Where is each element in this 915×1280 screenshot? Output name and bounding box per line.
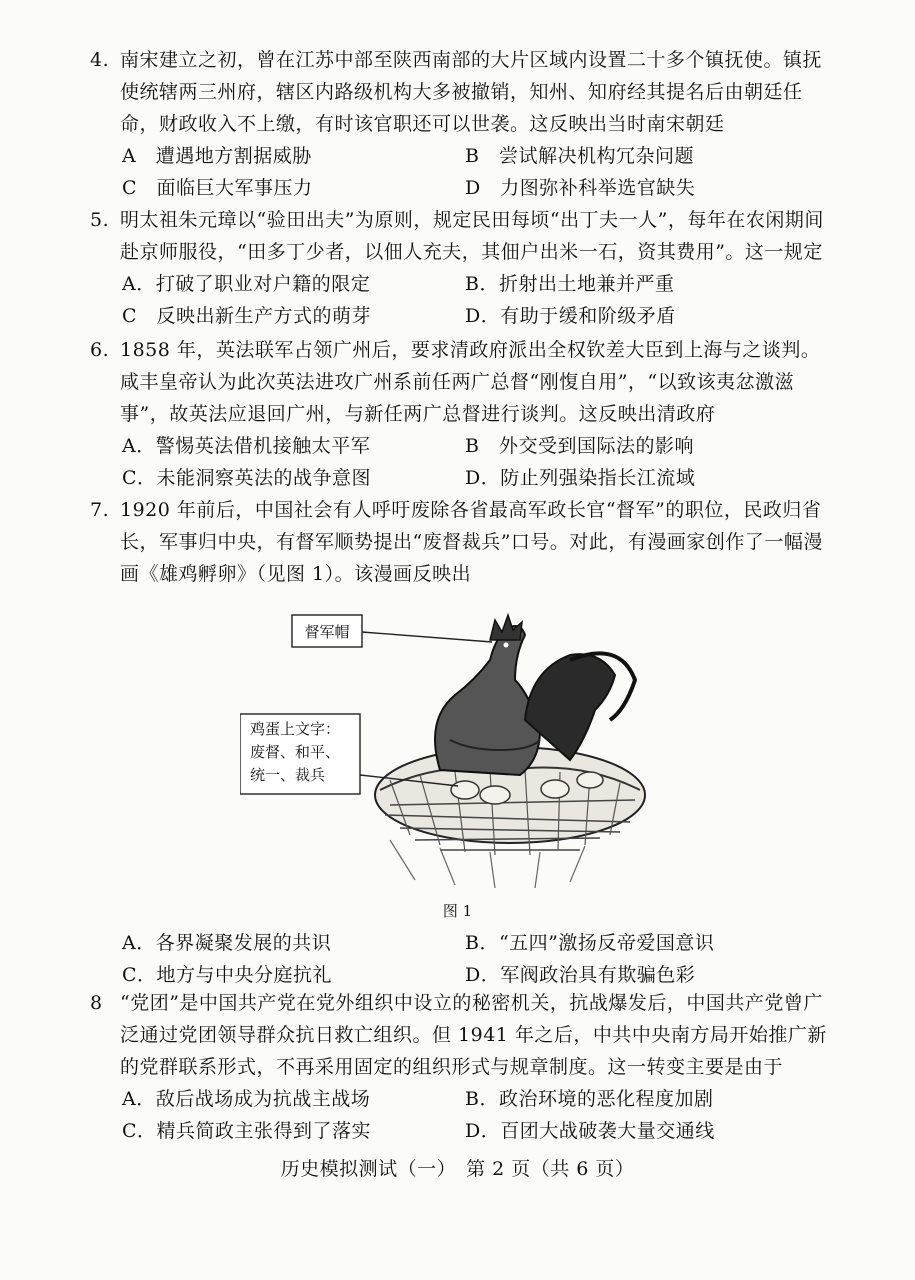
option-a[interactable]: A．警惕英法借机接触太平军 — [122, 435, 371, 457]
options — [122, 140, 832, 204]
question-number: 6. — [90, 339, 110, 361]
option-d[interactable]: D．有助于缓和阶级矛盾 — [465, 305, 676, 327]
option-a[interactable]: A．打破了职业对户籍的限定 — [122, 273, 371, 295]
question-8 — [92, 987, 832, 1147]
question-stem: 1858 年，英法联军占领广州后，要求清政府派出全权钦差大臣到上海与之谈判。咸丰皇帝认为此次英法进攻广州系前任两广总督“刚愎自用”，“以致该夷忿激滋事”，故英法应退回广州，与新任两广总督进行谈判。这反映出清政府 — [120, 339, 821, 425]
question-4 — [92, 44, 832, 204]
question-number: 8 — [90, 992, 103, 1014]
question-stem: “党团”是中国共产党在党外组织中设立的秘密机关，抗战爆发后，中国共产党曾广泛通过党团领导群众抗日救亡组织。但 1941 年之后，中共中央南方局开始推广新的党群联系形式，不再采用固定的组织形式与规章制度。这一转变主要是由于 — [120, 992, 827, 1078]
callout-eggs-line3: 统一、裁兵 — [250, 766, 326, 784]
option-b[interactable]: B 外交受到国际法的影响 — [465, 435, 694, 457]
option-b[interactable]: B．折射出土地兼并严重 — [465, 273, 675, 295]
rooster-illustration — [435, 615, 635, 775]
callout-eggs-line2: 废督、和平、 — [250, 743, 341, 761]
option-a[interactable]: A．各界凝聚发展的共识 — [122, 932, 332, 954]
options — [122, 268, 832, 332]
option-d[interactable]: D．防止列强染指长江流域 — [465, 467, 696, 489]
option-d[interactable]: D．军阀政治具有欺骗色彩 — [465, 964, 696, 986]
options — [122, 927, 832, 991]
figure-caption: 图 1 — [442, 902, 473, 920]
option-c[interactable]: C 面临巨大军事压力 — [122, 177, 313, 199]
question-5 — [92, 204, 832, 332]
question-number: 5. — [90, 209, 110, 231]
question-number: 7. — [90, 499, 110, 521]
option-b[interactable]: B．政治环境的恶化程度加剧 — [465, 1088, 714, 1110]
question-stem: 1920 年前后，中国社会有人呼吁废除各省最高军政长官“督军”的职位，民政归省长，军事归中央，有督军顺势提出“废督裁兵”口号。对此，有漫画家创作了一幅漫画《雄鸡孵卵》（见图 1）。该漫画反映出 — [120, 499, 823, 585]
option-a[interactable]: A 遭遇地方割据威胁 — [122, 145, 312, 167]
page-footer: 历史模拟测试（一） 第 2 页（共 6 页） — [280, 1158, 635, 1180]
question-6 — [92, 334, 832, 494]
callout-eggs — [240, 714, 458, 794]
option-b[interactable]: B 尝试解决机构冗杂问题 — [465, 145, 694, 167]
question-7-options — [92, 927, 832, 991]
option-c[interactable]: C．未能洞察英法的战争意图 — [122, 467, 372, 489]
question-number: 4. — [90, 49, 110, 71]
callout-hat — [292, 615, 492, 647]
callout-hat-text: 督军帽 — [304, 623, 350, 641]
option-d[interactable]: D．百团大战破袭大量交通线 — [465, 1120, 715, 1142]
option-c[interactable]: C．精兵简政主张得到了落实 — [122, 1120, 372, 1142]
options — [122, 1083, 832, 1147]
callout-eggs-line1: 鸡蛋上文字： — [250, 720, 341, 738]
option-b[interactable]: B．“五四”激扬反帝爱国意识 — [465, 932, 715, 954]
option-d[interactable]: D 力图弥补科举选官缺失 — [465, 177, 696, 199]
cartoon-figure — [240, 600, 690, 890]
options — [122, 430, 832, 494]
option-a[interactable]: A．敌后战场成为抗战主战场 — [122, 1088, 371, 1110]
question-7 — [92, 494, 832, 590]
question-stem: 南宋建立之初，曾在江苏中部至陕西南部的大片区域内设置二十多个镇抚使。镇抚使统辖两三州府，辖区内路级机构大多被撤销，知州、知府经其提名后由朝廷任命，财政收入不上缴，有时该官职还可以世袭。这反映出当时南宋朝廷 — [120, 49, 823, 135]
option-c[interactable]: C．地方与中央分庭抗礼 — [122, 964, 333, 986]
question-stem: 明太祖朱元璋以“验田出夫”为原则，规定民田每顷“出丁夫一人”，每年在农闲期间赴京师服役，“田多丁少者，以佃人充夫，其佃户出米一石，资其费用”。这一规定 — [120, 209, 824, 263]
option-c[interactable]: C 反映出新生产方式的萌芽 — [122, 305, 372, 327]
